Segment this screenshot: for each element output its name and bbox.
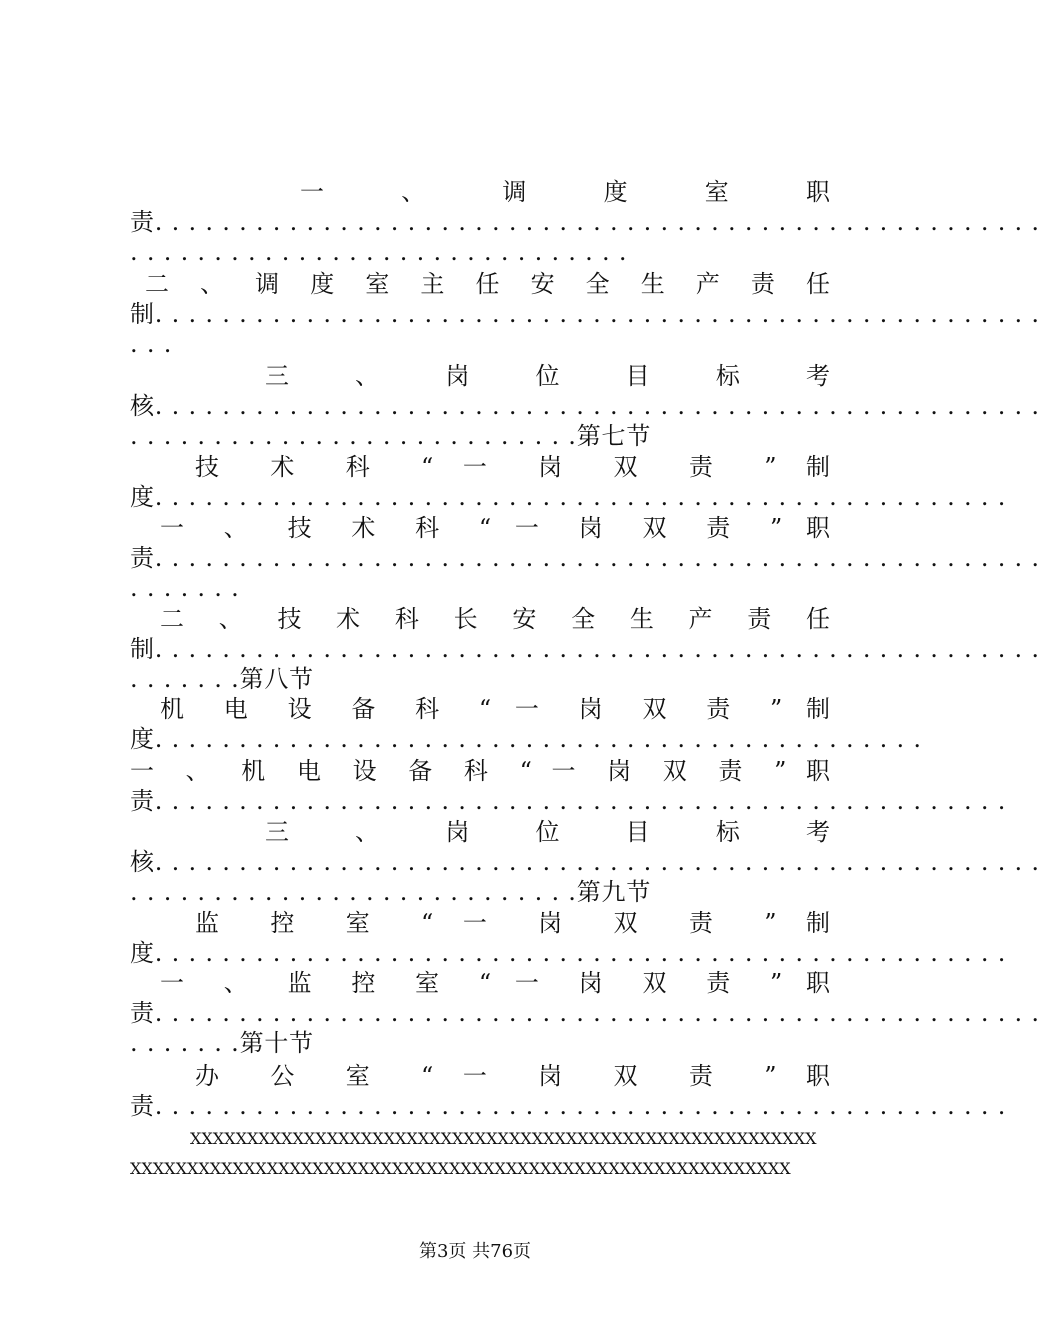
- toc-entry-continuation: . . . . . . .第十节: [130, 1029, 314, 1057]
- toc-entry-continuation: . . . . . . . . . . . . . . . . . . . . . . . . . . .第七节: [130, 422, 652, 450]
- toc-entry-continuation: . . . . . . .: [130, 574, 240, 602]
- toc-entry-leader: 责. . . . . . . . . . . . . . . . . . . . . . . . . . . . . . . . . . . . . . . . . . . . . . . . . . . . .: [130, 208, 1040, 236]
- toc-entry-continuation: . . . . . . .第八节: [130, 665, 314, 693]
- toc-entry-leader: 责. . . . . . . . . . . . . . . . . . . . . . . . . . . . . . . . . . . . . . . . . . . . . . . . . . .: [130, 1092, 1007, 1120]
- toc-entry-continuation: . . .: [130, 330, 173, 358]
- page-footer: 第3页 共76页: [418, 1241, 532, 1262]
- placeholder-x-line-2: XXXXXXXXXXXXXXXXXXXXXXXXXXXXXXXXXXXXXXXXXXXXXXXXXXXXXXXXXX: [130, 1159, 791, 1178]
- toc-entry-heading[interactable]: 机 电 设 备 科 “ 一 岗 双 责 ” 制: [160, 695, 830, 723]
- toc-entry-leader: 责. . . . . . . . . . . . . . . . . . . . . . . . . . . . . . . . . . . . . . . . . . . . . . . . . . . . .: [130, 544, 1040, 572]
- placeholder-x-line-1: XXXXXXXXXXXXXXXXXXXXXXXXXXXXXXXXXXXXXXXXXXXXXXXXXXXXXXX: [190, 1129, 817, 1148]
- toc-entry-continuation: . . . . . . . . . . . . . . . . . . . . . . . . . . . . . .: [130, 238, 628, 266]
- toc-entry-leader: 核. . . . . . . . . . . . . . . . . . . . . . . . . . . . . . . . . . . . . . . . . . . . . . . . . . . . .: [130, 848, 1040, 876]
- toc-entry-heading[interactable]: 技 术 科 “ 一 岗 双 责 ” 制: [195, 453, 830, 481]
- toc-entry-heading[interactable]: 一 、 技 术 科 “ 一 岗 双 责 ” 职: [160, 514, 830, 542]
- toc-entry-leader: 核. . . . . . . . . . . . . . . . . . . . . . . . . . . . . . . . . . . . . . . . . . . . . . . . . . . . .: [130, 392, 1040, 420]
- toc-entry-continuation: . . . . . . . . . . . . . . . . . . . . . . . . . . .第九节: [130, 878, 652, 906]
- toc-entry-heading[interactable]: 一 、 机 电 设 备 科 “ 一 岗 双 责 ” 职: [130, 757, 830, 785]
- toc-entry-heading[interactable]: 一 、 调 度 室 职: [300, 178, 830, 206]
- toc-entry-heading[interactable]: 一 、 监 控 室 “ 一 岗 双 责 ” 职: [160, 969, 830, 997]
- toc-entry-leader: 度. . . . . . . . . . . . . . . . . . . . . . . . . . . . . . . . . . . . . . . . . . . . . . . . . . .: [130, 939, 1007, 967]
- toc-entry-heading[interactable]: 三 、 岗 位 目 标 考: [265, 362, 830, 390]
- toc-entry-leader: 制. . . . . . . . . . . . . . . . . . . . . . . . . . . . . . . . . . . . . . . . . . . . . . . . . . . . .: [130, 300, 1040, 328]
- toc-entry-heading[interactable]: 监 控 室 “ 一 岗 双 责 ” 制: [195, 909, 830, 937]
- toc-entry-heading[interactable]: 三 、 岗 位 目 标 考: [265, 818, 830, 846]
- toc-entry-leader: 责. . . . . . . . . . . . . . . . . . . . . . . . . . . . . . . . . . . . . . . . . . . . . . . . . . . . .: [130, 999, 1040, 1027]
- toc-entry-leader: 制. . . . . . . . . . . . . . . . . . . . . . . . . . . . . . . . . . . . . . . . . . . . . . . . . . . . .: [130, 635, 1040, 663]
- toc-entry-leader: 责. . . . . . . . . . . . . . . . . . . . . . . . . . . . . . . . . . . . . . . . . . . . . . . . . . .: [130, 787, 1007, 815]
- toc-entry-leader: 度. . . . . . . . . . . . . . . . . . . . . . . . . . . . . . . . . . . . . . . . . . . . . .: [130, 725, 922, 753]
- toc-entry-heading[interactable]: 办 公 室 “ 一 岗 双 责 ” 职: [195, 1062, 830, 1090]
- toc-entry-leader: 度. . . . . . . . . . . . . . . . . . . . . . . . . . . . . . . . . . . . . . . . . . . . . . . . . . .: [130, 483, 1007, 511]
- toc-entry-heading[interactable]: 二 、 技 术 科 长 安 全 生 产 责 任: [160, 605, 830, 633]
- toc-entry-heading[interactable]: 二 、 调 度 室 主 任 安 全 生 产 责 任: [145, 270, 830, 298]
